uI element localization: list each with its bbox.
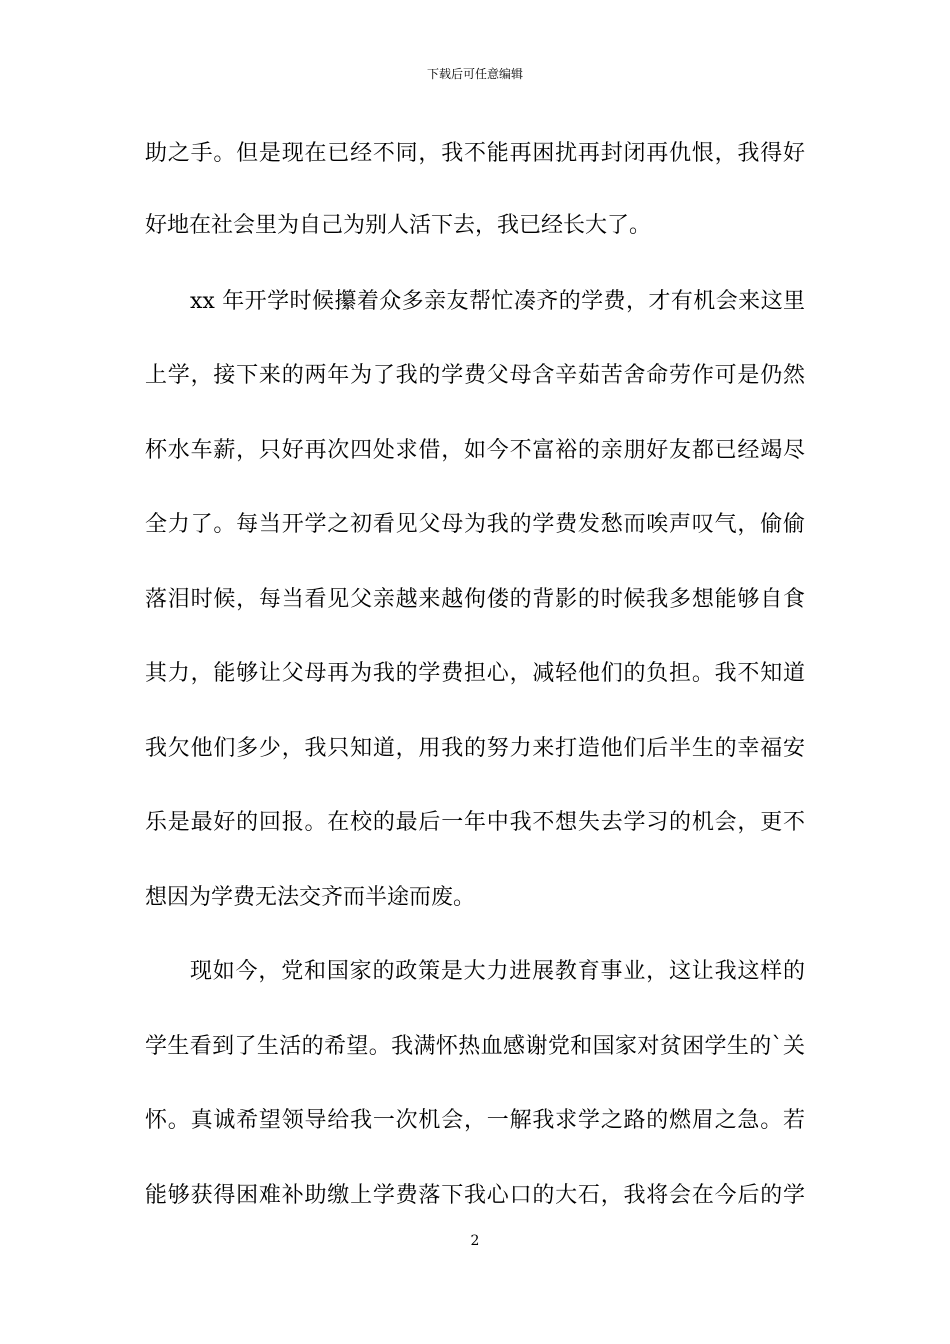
text-line: 好地在社会里为自己为别人活下去，我已经长大了。: [145, 213, 652, 238]
text-line: 上学，接下来的两年为了我的学费父母含辛茹苦舍命劳作可是仍然: [145, 363, 805, 388]
page-number: 2: [470, 1233, 480, 1249]
page-header: 下载后可任意编辑: [426, 67, 523, 81]
text-line: 杯水车薪，只好再次四处求借，如今不富裕的亲朋好友都已经竭尽: [145, 438, 805, 463]
text-line: 乐是最好的回报。在校的最后一年中我不想失去学习的机会，更不: [145, 810, 805, 835]
text-line: 落泪时候，每当看见父亲越来越佝偻的背影的时候我多想能够自食: [145, 587, 805, 612]
text-line: 想因为学费无法交齐而半途而废。: [145, 885, 476, 910]
text-line: 我欠他们多少，我只知道，用我的努力来打造他们后半生的幸福安: [145, 736, 805, 761]
text-line: 能够获得困难补助缴上学费落下我心口的大石，我将会在今后的学: [145, 1183, 805, 1208]
text-line: 学生看到了生活的希望。我满怀热血感谢党和国家对贫困学生的`关: [145, 1034, 805, 1059]
text-line: 其力，能够让父母再为我的学费担心，减轻他们的负担。我不知道: [145, 661, 805, 686]
text-line: 全力了。每当开学之初看见父母为我的学费发愁而唉声叹气，偷偷: [145, 512, 805, 537]
text-line: xx 年开学时候攥着众多亲友帮忙凑齐的学费，才有机会来这里: [190, 289, 805, 314]
text-line: 助之手。但是现在已经不同，我不能再困扰再封闭再仇恨，我得好: [145, 141, 805, 166]
text-line: 怀。真诚希望领导给我一次机会，一解我求学之路的燃眉之急。若: [145, 1108, 805, 1133]
text-line: 现如今，党和国家的政策是大力进展教育事业，这让我这样的: [190, 959, 805, 984]
